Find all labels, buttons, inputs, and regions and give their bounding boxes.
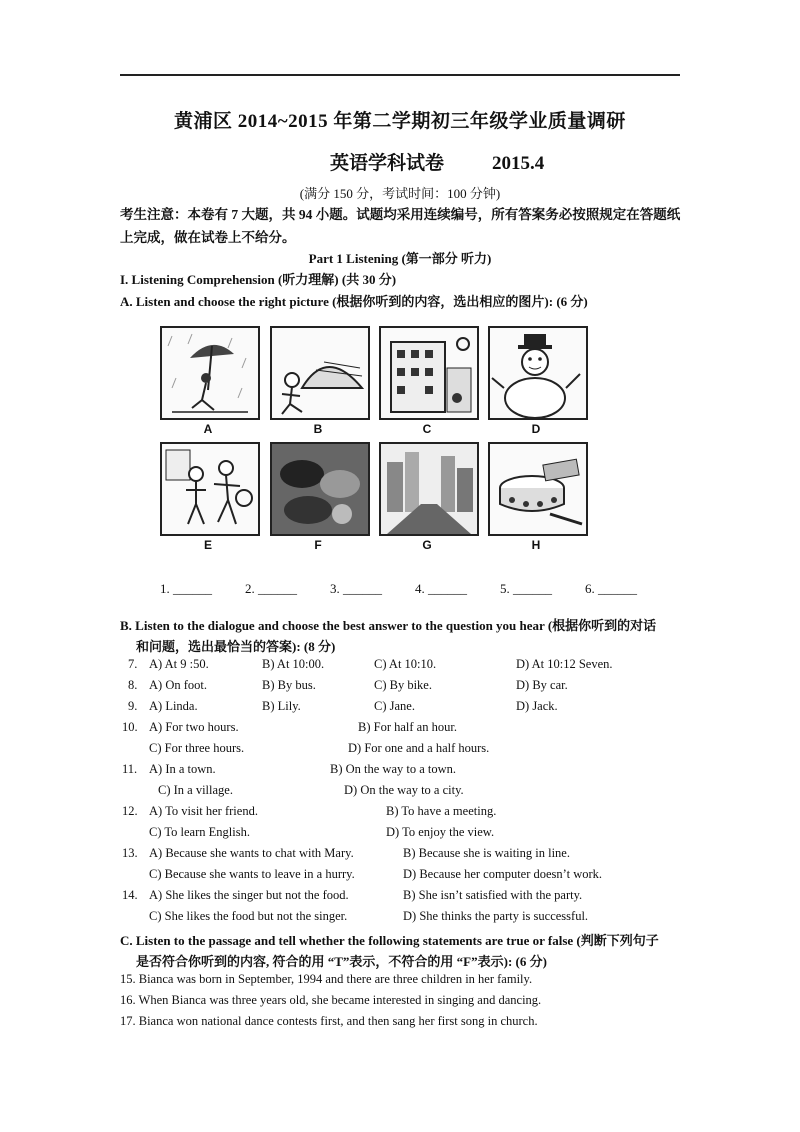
option-c: C) In a village. (158, 783, 233, 797)
option-d: D) At 10:12 Seven. (516, 657, 613, 671)
statement-16: 16. When Bianca was three years old, she became interested in singing and dancing. (120, 993, 542, 1007)
option-c: C) For three hours. (149, 741, 245, 755)
answer-blank[interactable]: 6. ______ (585, 581, 637, 596)
picture-label-h: H (531, 538, 541, 552)
picture-d (488, 326, 588, 420)
candidate-notice: 考生注意：本卷有 7 大题，共 94 小题。试题均采用连续编号，所有答案务必按照规定在答题纸上完成，做在试卷上不给分。 (120, 207, 681, 245)
picture-label-a: A (203, 422, 213, 436)
picture-label-g: G (422, 538, 432, 552)
picture-label-f: F (314, 538, 322, 552)
option-d: D) For one and a half hours. (348, 741, 490, 755)
option-d: D) By car. (516, 678, 568, 692)
top-rule (120, 74, 680, 76)
question-number: 8. (128, 678, 138, 692)
option-d: D) On the way to a city. (344, 783, 464, 797)
option-b: B) Because she is waiting in line. (403, 846, 570, 860)
sectionB-heading-1: B. Listen to the dialogue and choose the best answer to the question you hear (根据你听到的对话 (120, 618, 657, 633)
picture-e (160, 442, 260, 536)
sectionC-heading-2: 是否符合你听到的内容, 符合的用 “T”表示，不符合的用 “F”表示): (6 分) (136, 954, 547, 969)
option-b: B) By bus. (262, 678, 316, 692)
option-c: C) At 10:10. (374, 657, 437, 671)
subject-title: 英语学科试卷 (330, 153, 445, 174)
question-number: 7. (128, 657, 138, 671)
answer-blank[interactable]: 2. ______ (245, 581, 297, 596)
food-table-icon (272, 444, 368, 534)
picture-a (160, 326, 260, 420)
umbrella-rain-icon (162, 328, 258, 418)
option-d: D) To enjoy the view. (386, 825, 495, 839)
option-c: C) She likes the food but not the singer. (149, 909, 348, 923)
option-a: A) At 9 :50. (149, 657, 209, 671)
option-d: D) Because her computer doesn’t work. (403, 867, 603, 881)
statement-17: 17. Bianca won national dance contests first, and then sang her first song in church. (120, 1014, 538, 1028)
question-number: 13. (122, 846, 138, 860)
option-b: B) To have a meeting. (386, 804, 497, 818)
tent-camping-icon (272, 328, 368, 418)
answer-blank[interactable]: 5. ______ (500, 581, 552, 596)
question-number: 9. (128, 699, 138, 713)
part1-heading: Part 1 Listening (第一部分 听力) (308, 251, 492, 266)
picture-b (270, 326, 370, 420)
option-a: A) To visit her friend. (149, 804, 258, 818)
answer-blank[interactable]: 4. ______ (415, 581, 467, 596)
city-street-icon (381, 444, 477, 534)
option-a: A) Linda. (149, 699, 198, 713)
answer-blank[interactable]: 1. ______ (160, 581, 212, 596)
question-number: 10. (122, 720, 138, 734)
option-c: C) By bike. (374, 678, 432, 692)
option-b: B) On the way to a town. (330, 762, 457, 776)
sectionA-heading: A. Listen and choose the right picture (根据你听到的内容，选出相应的图片): (6 分) (120, 294, 588, 309)
statement-15: 15. Bianca was born in September, 1994 and there are three children in her family. (120, 972, 533, 986)
option-d: D) Jack. (516, 699, 558, 713)
picture-c (379, 326, 479, 420)
sectionB-heading-2: 和问题，选出最恰当的答案): (8 分) (136, 639, 336, 654)
question-number: 11. (122, 762, 138, 776)
option-a: A) In a town. (149, 762, 216, 776)
option-b: B) Lily. (262, 699, 301, 713)
snowman-icon (490, 328, 586, 418)
section1-heading: I. Listening Comprehension (听力理解) (共 30 分) (120, 272, 397, 287)
picture-g (379, 442, 479, 536)
sectionC-heading-1: C. Listen to the passage and tell whether the following statements are true or false (判断下列句子 (120, 933, 659, 948)
picture-label-c: C (422, 422, 432, 436)
option-a: A) She likes the singer but not the food. (149, 888, 349, 902)
picture-f (270, 442, 370, 536)
exam-info: (满分 150 分，考试时间：100 分钟) (299, 186, 501, 201)
exam-title: 黄浦区 2014~2015 年第二学期初三年级学业质量调研 (174, 111, 626, 132)
option-a: A) For two hours. (149, 720, 239, 734)
option-a: A) Because she wants to chat with Mary. (149, 846, 354, 860)
exam-date: 2015.4 (492, 153, 545, 174)
option-d: D) She thinks the party is successful. (403, 909, 589, 923)
exam-subtitle (330, 148, 544, 175)
children-playing-icon (162, 444, 258, 534)
cake-icon (490, 444, 586, 534)
option-c: C) To learn English. (149, 825, 250, 839)
answer-blank[interactable]: 3. ______ (330, 581, 382, 596)
building-sun-icon (381, 328, 477, 418)
picture-grid (160, 322, 590, 552)
picture-label-b: B (313, 422, 323, 436)
option-b: B) For half an hour. (358, 720, 457, 734)
option-b: B) She isn’t satisfied with the party. (403, 888, 583, 902)
picture-label-e: E (203, 538, 212, 552)
option-c: C) Because she wants to leave in a hurry. (149, 867, 355, 881)
picture-h (488, 442, 588, 536)
option-b: B) At 10:00. (262, 657, 325, 671)
question-number: 12. (122, 804, 138, 818)
option-c: C) Jane. (374, 699, 415, 713)
option-a: A) On foot. (149, 678, 207, 692)
question-number: 14. (122, 888, 138, 902)
answer-blanks (160, 581, 670, 597)
picture-label-d: D (531, 422, 541, 436)
